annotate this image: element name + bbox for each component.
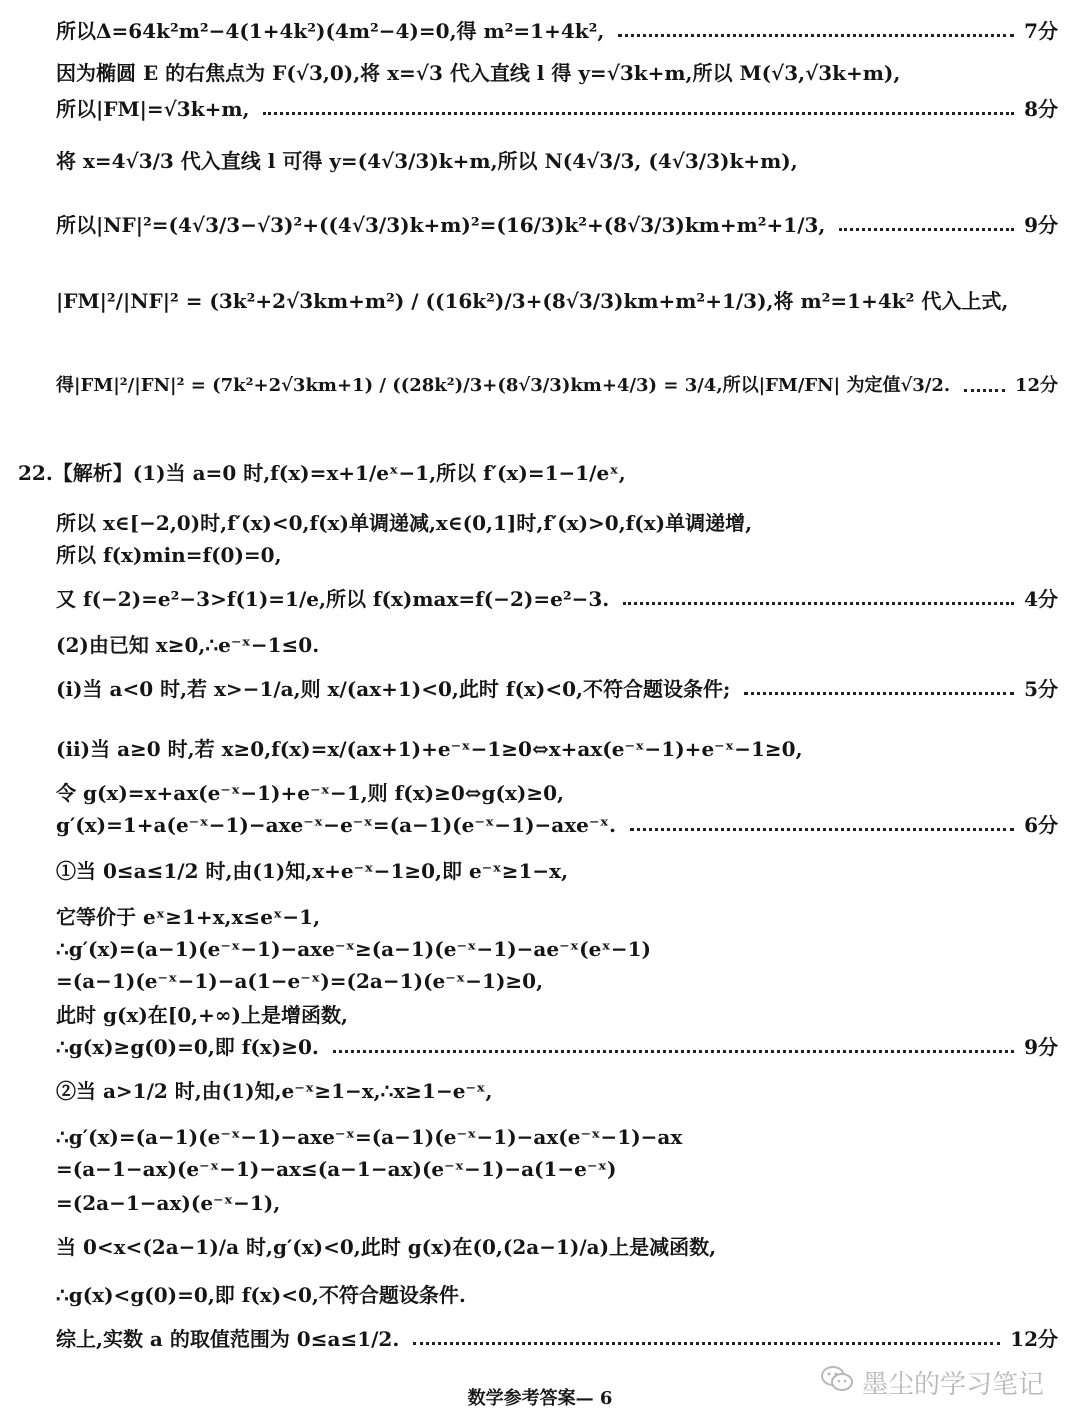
solution-line: 将 x=4√3/3 代入直线 l 可得 y=(4√3/3)k+m,所以 N(4√3/3, (4√3/3)k+m), <box>56 149 798 173</box>
score-label: 5分 <box>1024 677 1058 701</box>
solution-line: ∴g′(x)=(a−1)(e⁻ˣ−1)−axe⁻ˣ≥(a−1)(e⁻ˣ−1)−ae⁻ˣ(eˣ−1) <box>56 937 651 961</box>
score-label: 9分 <box>1024 213 1058 237</box>
solution-line: 此时 g(x)在[0,+∞)上是增函数, <box>56 1003 348 1027</box>
dot-leader <box>623 602 1014 605</box>
dot-leader <box>744 692 1014 695</box>
solution-line: 它等价于 eˣ≥1+x,x≤eˣ−1, <box>56 905 321 929</box>
solution-line: (2)由已知 x≥0,∴e⁻ˣ−1≤0. <box>56 633 320 657</box>
score-label: 9分 <box>1024 1035 1058 1059</box>
solution-line: 所以Δ=64k²m²−4(1+4k²)(4m²−4)=0,得 m²=1+4k², 7分 <box>56 19 1058 43</box>
question-22-heading: 22.【解析】(1)当 a=0 时,f(x)=x+1/eˣ−1,所以 f′(x)=1−1/eˣ, <box>18 461 626 485</box>
solution-line: |FM|²/|NF|² = (3k²+2√3km+m²) / ((16k²)/3+(8√3/3)km+m²+1/3),将 m²=1+4k² 代入上式, <box>56 289 1009 313</box>
wechat-icon <box>820 1364 862 1401</box>
solution-line: ∴g(x)≥g(0)=0,即 f(x)≥0. 9分 <box>56 1035 1058 1059</box>
score-label: 12分 <box>1014 375 1058 396</box>
solution-line: ∴g(x)<g(0)=0,即 f(x)<0,不符合题设条件. <box>56 1283 466 1307</box>
dot-leader <box>630 828 1014 831</box>
solution-line: 得|FM|²/|FN|² = (7k²+2√3km+1) / ((28k²)/3+(8√3/3)km+4/3) = 3/4,所以|FM/FN| 为定值√3/2. 12分 <box>56 375 1058 396</box>
solution-line: 所以 f(x)min=f(0)=0, <box>56 543 282 567</box>
solution-line: =(a−1−ax)(e⁻ˣ−1)−ax≤(a−1−ax)(e⁻ˣ−1)−a(1−e⁻ˣ) <box>56 1157 617 1181</box>
dot-leader <box>333 1050 1014 1053</box>
solution-line: ①当 0≤a≤1/2 时,由(1)知,x+e⁻ˣ−1≥0,即 e⁻ˣ≥1−x, <box>56 859 569 883</box>
score-label: 4分 <box>1024 587 1058 611</box>
solution-line: =(a−1)(e⁻ˣ−1)−a(1−e⁻ˣ)=(2a−1)(e⁻ˣ−1)≥0, <box>56 969 544 993</box>
solution-line: (ⅱ)当 a≥0 时,若 x≥0,f(x)=x/(ax+1)+e⁻ˣ−1≥0⇔x+ax(e⁻ˣ−1)+e⁻ˣ−1≥0, <box>56 737 803 761</box>
solution-line: (ⅰ)当 a<0 时,若 x>−1/a,则 x/(ax+1)<0,此时 f(x)<0,不符合题设条件; 5分 <box>56 677 1058 701</box>
solution-line: =(2a−1−ax)(e⁻ˣ−1), <box>56 1191 281 1215</box>
score-label: 6分 <box>1024 813 1058 837</box>
solution-line: 所以|FM|=√3k+m, 8分 <box>56 97 1058 121</box>
solution-line: 又 f(−2)=e²−3>f(1)=1/e,所以 f(x)max=f(−2)=e²−3. 4分 <box>56 587 1058 611</box>
solution-line: ②当 a>1/2 时,由(1)知,e⁻ˣ≥1−x,∴x≥1−e⁻ˣ, <box>56 1079 493 1103</box>
solution-line: 所以|NF|²=(4√3/3−√3)²+((4√3/3)k+m)²=(16/3)k²+(8√3/3)km+m²+1/3, 9分 <box>56 213 1058 237</box>
solution-line: 综上,实数 a 的取值范围为 0≤a≤1/2. 12分 <box>56 1327 1058 1351</box>
watermark-text: 墨尘的学习笔记 <box>861 1370 1044 1400</box>
dot-leader <box>618 34 1014 37</box>
dot-leader <box>964 389 1005 392</box>
solution-line: 当 0<x<(2a−1)/a 时,g′(x)<0,此时 g(x)在(0,(2a−1)/a)上是减函数, <box>56 1235 717 1259</box>
score-label: 12分 <box>1010 1327 1058 1351</box>
dot-leader <box>263 112 1014 115</box>
solution-line: 所以 x∈[−2,0)时,f′(x)<0,f(x)单调递减,x∈(0,1]时,f′(x)>0,f(x)单调递增, <box>56 511 753 535</box>
dot-leader <box>413 1342 1000 1345</box>
score-label: 8分 <box>1024 97 1058 121</box>
solution-line: g′(x)=1+a(e⁻ˣ−1)−axe⁻ˣ−e⁻ˣ=(a−1)(e⁻ˣ−1)−axe⁻ˣ. 6分 <box>56 813 1058 837</box>
solution-line: 因为椭圆 E 的右焦点为 F(√3,0),将 x=√3 代入直线 l 得 y=√3k+m,所以 M(√3,√3k+m), <box>56 61 901 85</box>
watermark <box>820 1364 1044 1401</box>
page-footer: 数学参考答案— 6 <box>467 1388 613 1409</box>
solution-line: 令 g(x)=x+ax(e⁻ˣ−1)+e⁻ˣ−1,则 f(x)≥0⇔g(x)≥0, <box>56 781 564 805</box>
score-label: 7分 <box>1024 19 1058 43</box>
solution-line: ∴g′(x)=(a−1)(e⁻ˣ−1)−axe⁻ˣ=(a−1)(e⁻ˣ−1)−ax(e⁻ˣ−1)−ax <box>56 1125 683 1149</box>
dot-leader <box>839 228 1014 231</box>
